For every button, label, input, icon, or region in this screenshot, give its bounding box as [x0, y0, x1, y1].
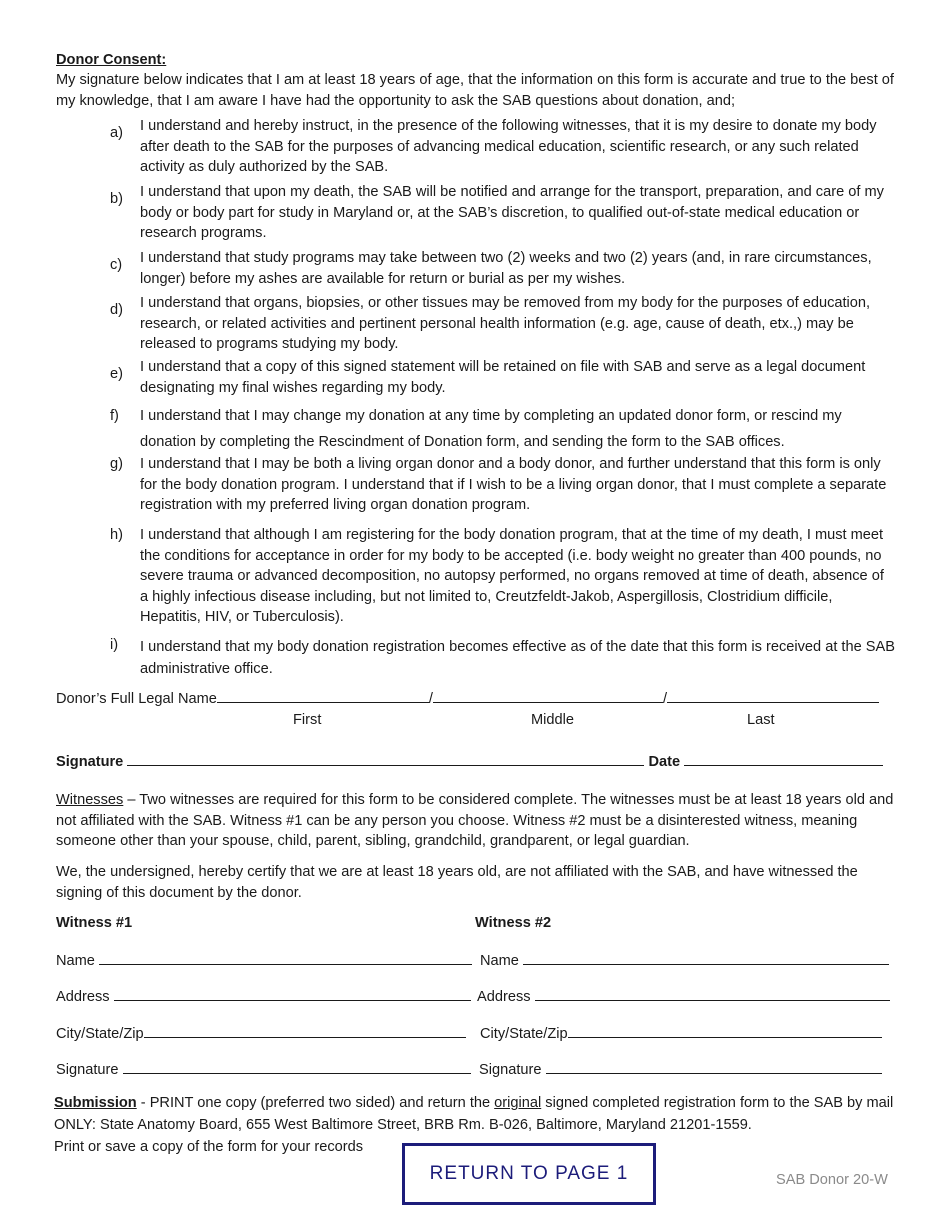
field-label: Signature	[479, 1062, 542, 1078]
submission-paragraph	[54, 1092, 896, 1136]
date-field[interactable]	[684, 751, 883, 766]
item-text: I understand that my body donation registration becomes effective as of the date that this form is received at the SAB administrative office.	[140, 639, 895, 677]
form-id: SAB Donor 20-W	[776, 1172, 888, 1188]
witnesses-intro: – Two witnesses are required for this form to be considered complete. The witnesses must be at least 18 years old and not affiliated with the SAB. Witness #1 can be any person you choose. Witness #2 must be a disinterested witness, meaning someone other than your spouse, child, parent, sibling, grandchild, grandparent, or legal guardian.	[56, 792, 894, 849]
witness-2-address-row	[477, 986, 890, 1008]
field-label: Address	[477, 989, 531, 1005]
first-name-field[interactable]	[217, 688, 429, 703]
date-label: Date	[648, 754, 681, 770]
item-text: I understand that I may be both a living organ donor and a body donor, and further understand that this form is only for the body donation program. I understand that if I wish to be a living organ donor, that I must complete a separate registration with my preferred living organ donation program.	[140, 456, 887, 513]
item-label: c)	[110, 257, 123, 273]
witnesses-heading: Witnesses	[56, 792, 124, 808]
name-separator: /	[428, 691, 433, 707]
witness-2-signature-field[interactable]	[546, 1059, 882, 1074]
last-name-field[interactable]	[667, 688, 879, 703]
witness-certification: We, the undersigned, hereby certify that we are at least 18 years old, are not affiliated with the SAB, and have witnessed the signing of this document by the donor.	[56, 864, 858, 901]
donor-name-label: Donor’s Full Legal Name	[56, 691, 217, 707]
witness-2-city-field[interactable]	[568, 1023, 882, 1038]
consent-intro: My signature below indicates that I am at least 18 years of age, that the information on this form is accurate and true to the best of my knowledge, that I am aware I have had the opportunity to ask the SAB questions about donation, and;	[56, 72, 894, 109]
witness-1-title: Witness #1	[56, 915, 133, 931]
item-text: I understand that although I am registering for the body donation program, that at the time of my death, I must meet the conditions for acceptance in order for my body to be accepted (i.e. body weight no greater than 400 pounds, no severe trauma or advanced decomposition, no autopsy performed, no organs removed at time of death, absence of a highly infectious disease including, but not limited to, Creutzfeldt-Jakob, Aspergillosis, Clostridium difficile, Hepatitis, HIV, or Tuberculosis).	[140, 527, 884, 625]
witness-1-city-row	[56, 1023, 466, 1045]
witness-2-signature-row	[479, 1059, 882, 1081]
item-label: h)	[110, 527, 123, 543]
item-text: I understand and hereby instruct, in the presence of the following witnesses, that it is my desire to donate my body after death to the SAB for the purposes of advancing medical education, scientific research, or any such related activity as duly authorized by the SAB.	[140, 118, 877, 175]
item-label: g)	[110, 456, 123, 472]
item-text: I understand that I may change my donation at any time by completing an updated donor form, or rescind my donation by completing the Rescindment of Donation form, and sending the form to the SAB offices.	[140, 408, 842, 450]
field-label: Address	[56, 989, 110, 1005]
field-label: Name	[480, 953, 519, 969]
submission-heading: Submission	[54, 1095, 137, 1111]
item-text: I understand that a copy of this signed statement will be retained on file with SAB and serve as a legal document designating my final wishes regarding my body.	[140, 359, 866, 396]
witness-1-city-field[interactable]	[144, 1023, 466, 1038]
witness-2-name-field[interactable]	[523, 950, 889, 965]
return-to-page-1-button[interactable]: RETURN TO PAGE 1	[402, 1143, 656, 1205]
field-label: City/State/Zip	[56, 1026, 144, 1042]
witness-1-name-row	[56, 950, 472, 972]
field-label: Name	[56, 953, 95, 969]
item-label: i)	[110, 637, 119, 653]
witness-2-name-row	[480, 950, 889, 972]
submission-text-2: signed completed registration form to the SAB by mail ONLY: State Anatomy Board, 655 West Baltimore Street, BRB Rm. B-026, Baltimore, Maryland 21201-1559.	[54, 1095, 894, 1133]
middle-caption: Middle	[531, 712, 574, 728]
donor-signature-field[interactable]	[127, 751, 644, 766]
submission-text-1: - PRINT one copy (preferred two sided) and return the	[136, 1095, 495, 1111]
middle-name-field[interactable]	[433, 688, 663, 703]
witness-1-address-row	[56, 986, 471, 1008]
witness-2-address-field[interactable]	[535, 986, 890, 1001]
witnesses-paragraph	[56, 790, 896, 852]
last-caption: Last	[747, 712, 775, 728]
item-label: e)	[110, 366, 123, 382]
item-label: b)	[110, 191, 123, 207]
donor-consent-heading: Donor Consent:	[56, 52, 167, 68]
witness-1-signature-row	[56, 1059, 471, 1081]
signature-label: Signature	[56, 754, 124, 770]
item-text: I understand that organs, biopsies, or other tissues may be removed from my body for the purposes of education, research, or related activities and pertinent personal health information (e.g. age, cause of death, etx.,) may be released to programs studying my body.	[140, 295, 871, 352]
item-label: a)	[110, 125, 123, 141]
witness-1-address-field[interactable]	[114, 986, 471, 1001]
witness-1-signature-field[interactable]	[123, 1059, 471, 1074]
witness-2-city-row	[480, 1023, 882, 1045]
item-text: I understand that study programs may take between two (2) weeks and two (2) years (and, in rare circumstances, longer) before my ashes are available for return or burial as per my wishes.	[140, 250, 872, 287]
item-label: f)	[110, 408, 119, 424]
field-label: Signature	[56, 1062, 119, 1078]
submission-original: original	[494, 1095, 542, 1111]
name-separator: /	[662, 691, 668, 707]
donor-signature-row	[56, 751, 883, 773]
item-text: I understand that upon my death, the SAB will be notified and arrange for the transport, preparation, and care of my body or body part for study in Maryland or, at the SAB’s discretion, to qualified out-of-state medical education or research programs.	[140, 184, 884, 241]
field-label: City/State/Zip	[480, 1026, 568, 1042]
donor-name-row	[56, 688, 879, 710]
first-caption: First	[293, 712, 322, 728]
submission-records-note: Print or save a copy of the form for your records	[54, 1139, 364, 1155]
witness-2-title: Witness #2	[475, 915, 552, 931]
witness-1-name-field[interactable]	[99, 950, 472, 965]
item-label: d)	[110, 302, 123, 318]
